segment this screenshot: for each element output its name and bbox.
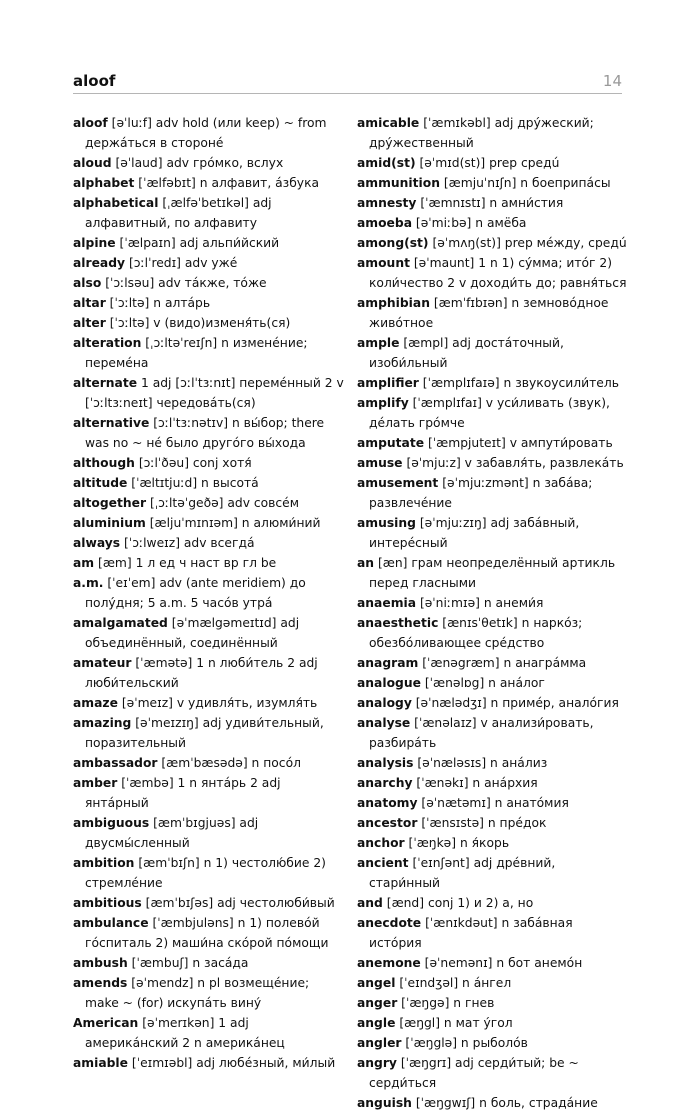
dictionary-entry: [73, 173, 345, 193]
entry-definition: [ˈeɪnʃənt] adj дрéвний, стари́нный: [369, 856, 556, 890]
entry-headword: alteration: [73, 336, 142, 350]
entry-definition: [ˈeɪndʒəl] n áнгел: [395, 976, 512, 990]
entry-definition: [æmˈfɪbɪən] n земновóдное живóтное: [369, 296, 609, 330]
running-head-word: aloof: [73, 72, 116, 90]
dictionary-entry: [73, 373, 345, 413]
entry-headword: alphabetical: [73, 196, 159, 210]
dictionary-entry: [357, 173, 629, 193]
entry-headword: amicable: [357, 116, 420, 130]
entry-headword: amber: [73, 776, 118, 790]
entry-definition: [ɔːlˈredɪ] adv ужé: [125, 256, 238, 270]
dictionary-entry: [357, 453, 629, 473]
entry-definition: [əˈmendz] n pl возмещéние; make ~ (for) искупáть вину́: [85, 976, 310, 1010]
entry-headword: ambassador: [73, 756, 158, 770]
entry-headword: anaesthetic: [357, 616, 439, 630]
dictionary-entry: [73, 913, 345, 953]
entry-headword: anaemia: [357, 596, 417, 610]
entry-headword: altitude: [73, 476, 128, 490]
dictionary-entry: [73, 513, 345, 533]
dictionary-entry: [357, 913, 629, 953]
dictionary-entry: [357, 1093, 629, 1113]
entry-definition: [ˌælfəˈbetɪkəl] adj алфавитный, по алфавиту: [85, 196, 272, 230]
entry-headword: ambition: [73, 856, 135, 870]
entry-definition: [əˈmælgəmeɪtɪd] adj объединённый, соединённый: [85, 616, 300, 650]
entry-definition: [əˈmiːbə] n амёба: [412, 216, 527, 230]
entry-definition: [ˈælfəbɪt] n алфавит, áзбука: [134, 176, 320, 190]
entry-definition: [ˈæmbə] 1 n янтáрь 2 adj янтáрный: [85, 776, 281, 810]
entry-definition: [əˈmjuːzmənt] n забáва; развлечéние: [369, 476, 593, 510]
entry-definition: [ˈeɪˈem] adv (ante meridiem) до полýдня; 5 a.m. 5 часóв утрá: [85, 576, 306, 610]
entry-headword: American: [73, 1016, 139, 1030]
entry-headword: analogy: [357, 696, 412, 710]
entry-headword: anatomy: [357, 796, 418, 810]
entry-definition: [əˈnætəmɪ] n анатóмия: [417, 796, 569, 810]
dictionary-entry: [73, 653, 345, 693]
dictionary-entry: [73, 453, 345, 473]
left-column: [73, 113, 345, 1073]
entry-definition: [ˈæŋglə] n рыболóв: [401, 1036, 528, 1050]
dictionary-entry: [357, 953, 629, 973]
dictionary-entry: [357, 1013, 629, 1033]
entry-headword: anguish: [357, 1096, 412, 1110]
entry-headword: amid(st): [357, 156, 416, 170]
entry-definition: [ˈænəgræm] n анагрáмма: [418, 656, 587, 670]
entry-headword: among(st): [357, 236, 429, 250]
entry-headword: amazing: [73, 716, 132, 730]
entry-headword: ancestor: [357, 816, 418, 830]
entry-headword: anecdote: [357, 916, 422, 930]
dictionary-entry: [73, 273, 345, 293]
entry-definition: [æmpl] adj достáточный, изоби́льный: [369, 336, 564, 370]
entry-definition: [əˈmaunt] 1 n 1) сýмма; итóг 2) коли́чество 2 v доходи́ть до; равня́ться: [369, 256, 627, 290]
entry-headword: already: [73, 256, 126, 270]
entry-definition: [əˈmjuːzɪŋ] adj забáвный, интерéсный: [369, 516, 580, 550]
dictionary-entry: [357, 193, 629, 213]
dictionary-entry: [357, 433, 629, 453]
dictionary-entry: [73, 333, 345, 373]
entry-definition: [ˈæŋgwɪʃ] n боль, страдáние: [411, 1096, 598, 1110]
entry-definition: [ænɪsˈθetɪk] n наркóз; обезбóливающее срéдство: [369, 616, 583, 650]
entry-headword: ammunition: [357, 176, 440, 190]
entry-headword: anemone: [357, 956, 421, 970]
dictionary-entry: [357, 593, 629, 613]
dictionary-entry: [357, 513, 629, 553]
dictionary-entry: [357, 753, 629, 773]
entry-headword: an: [357, 556, 375, 570]
dictionary-entry: [73, 773, 345, 813]
entry-headword: alter: [73, 316, 106, 330]
dictionary-entry: [73, 713, 345, 753]
entry-headword: amuse: [357, 456, 403, 470]
page-number: 14: [602, 72, 622, 90]
entry-definition: [əˈniːmɪə] n анеми́я: [416, 596, 544, 610]
entry-definition: [ˈælpaɪn] adj альпи́йский: [115, 236, 280, 250]
entry-definition: [ˈæmɪkəbl] adj дрýжеский; дрýжественный: [369, 116, 594, 150]
entry-headword: angry: [357, 1056, 397, 1070]
entry-definition: [əˈmʌŋ(st)] prep мéжду, средú: [428, 236, 627, 250]
entry-definition: [əˈmjuːz] v забавля́ть, развлекáть: [402, 456, 624, 470]
entry-headword: ambitious: [73, 896, 142, 910]
entry-definition: [ˈænəlɒg] n анáлог: [420, 676, 545, 690]
entry-headword: always: [73, 536, 121, 550]
dictionary-entry: [73, 473, 345, 493]
entry-definition: [æŋgl] n мат ýгол: [395, 1016, 513, 1030]
dictionary-entry: [357, 673, 629, 693]
entry-definition: [əˈmeɪz] v удивля́ть, изумля́ть: [117, 696, 318, 710]
dictionary-entry: [73, 853, 345, 893]
dictionary-entry: [73, 533, 345, 553]
dictionary-entry: [73, 953, 345, 973]
dictionary-entry: [73, 153, 345, 173]
entry-definition: [ˈæmətə] 1 n люби́тель 2 adj люби́тельский: [85, 656, 318, 690]
entry-headword: aloof: [73, 116, 108, 130]
entry-definition: [əˈmɪd(st)] prep средú: [415, 156, 560, 170]
dictionary-entry: [357, 393, 629, 433]
entry-headword: ancient: [357, 856, 409, 870]
entry-definition: [ɔːlˈðəu] conj хотя́: [134, 456, 252, 470]
dictionary-entry: [73, 193, 345, 233]
dictionary-entry: [73, 813, 345, 853]
entry-definition: [ænd] conj 1) и 2) а, но: [382, 896, 534, 910]
entry-headword: amends: [73, 976, 128, 990]
dictionary-entry: [73, 413, 345, 453]
dictionary-entry: [73, 293, 345, 313]
entry-headword: ambulance: [73, 916, 149, 930]
entry-headword: amoeba: [357, 216, 412, 230]
entry-headword: alpine: [73, 236, 116, 250]
entry-headword: angle: [357, 1016, 396, 1030]
entry-definition: [ˈæmplɪfaɪ] v уси́ливать (звук), дéлать грóмче: [369, 396, 610, 430]
entry-definition: [ˈæmbjuləns] n 1) полевóй гóспиталь 2) маши́на скóрой пóмощи: [85, 916, 329, 950]
dictionary-entry: [73, 233, 345, 253]
entry-headword: also: [73, 276, 102, 290]
dictionary-entry: [357, 793, 629, 813]
dictionary-entry: [73, 1013, 345, 1053]
entry-headword: alternate: [73, 376, 138, 390]
entry-definition: [æmˈbɪʃn] n 1) честолю́бие 2) стремлéние: [85, 856, 326, 890]
dictionary-entry: [73, 893, 345, 913]
header-rule: [73, 93, 622, 94]
entry-headword: amplifier: [357, 376, 419, 390]
entry-headword: altar: [73, 296, 106, 310]
entry-headword: ambush: [73, 956, 128, 970]
dictionary-entry: [73, 1053, 345, 1073]
right-column: [357, 113, 629, 1113]
entry-headword: analyse: [357, 716, 411, 730]
entry-headword: amusing: [357, 516, 416, 530]
entry-definition: [ˈænɪkdəut] n забáвная истóрия: [369, 916, 573, 950]
entry-headword: ample: [357, 336, 400, 350]
entry-headword: although: [73, 456, 135, 470]
dictionary-entry: [357, 853, 629, 893]
entry-definition: [ˈæltɪtjuːd] n высотá: [127, 476, 259, 490]
entry-definition: [ˈɔːlsəu] adv тáкже, тóже: [101, 276, 267, 290]
entry-definition: [əˈlaud] adv грóмко, вслух: [111, 156, 284, 170]
entry-definition: [ˈæŋgə] n гнев: [397, 996, 495, 1010]
entry-definition: [əˈnælədʒɪ] n примéр, аналóгия: [411, 696, 619, 710]
dictionary-entry: [73, 573, 345, 613]
entry-headword: analysis: [357, 756, 414, 770]
entry-definition: [ɔːlˈtɜːnətɪv] n вы́бор; there was no ~ нé было другóго вы́хода: [85, 416, 325, 450]
dictionary-entry: [73, 693, 345, 713]
entry-headword: angel: [357, 976, 396, 990]
entry-headword: aluminium: [73, 516, 146, 530]
entry-definition: [ˈæŋkə] n я́корь: [404, 836, 510, 850]
entry-definition: [ˈæŋgrɪ] adj серди́тый; be ~ серди́ться: [369, 1056, 579, 1090]
entry-headword: altogether: [73, 496, 147, 510]
entry-definition: [ˌɔːltəˈreɪʃn] n изменéние; перемéна: [85, 336, 308, 370]
entry-headword: anger: [357, 996, 398, 1010]
dictionary-entry: [357, 233, 629, 253]
entry-headword: ambiguous: [73, 816, 150, 830]
entry-definition: [ˈɔːltə] v (видо)изменя́ть(ся): [105, 316, 291, 330]
dictionary-entry: [357, 373, 629, 393]
entry-definition: [ˈɔːltə] n алтáрь: [105, 296, 211, 310]
dictionary-entry: [357, 113, 629, 153]
entry-headword: anarchy: [357, 776, 413, 790]
dictionary-entry: [357, 293, 629, 333]
dictionary-entry: [73, 973, 345, 1013]
entry-definition: 1 adj [ɔːlˈtɜːnɪt] перемéнный 2 v [ˈɔːltɜːneɪt] чередовáть(ся): [85, 376, 344, 410]
entry-headword: alphabet: [73, 176, 135, 190]
entry-headword: a.m.: [73, 576, 104, 590]
dictionary-entry: [73, 553, 345, 573]
dictionary-entry: [73, 253, 345, 273]
entry-definition: [ˈænəkɪ] n анáрхия: [412, 776, 538, 790]
entry-headword: amount: [357, 256, 410, 270]
entry-headword: anchor: [357, 836, 405, 850]
entry-headword: analogue: [357, 676, 421, 690]
dictionary-entry: [357, 213, 629, 233]
entry-headword: amiable: [73, 1056, 128, 1070]
dictionary-entry: [357, 973, 629, 993]
entry-definition: [æmˈbɪgjuəs] adj двусмы́сленный: [85, 816, 259, 850]
page-header: [73, 72, 622, 92]
entry-definition: [æmˈbɪʃəs] adj честолюби́вый: [141, 896, 335, 910]
dictionary-entry: [357, 613, 629, 653]
entry-definition: [ˈeɪmɪəbl] adj любéзный, ми́лый: [127, 1056, 336, 1070]
dictionary-entry: [357, 893, 629, 913]
entry-definition: [æljuˈmɪnɪəm] n алюми́ний: [145, 516, 321, 530]
entry-definition: [əˈnemənɪ] n бот анемóн: [420, 956, 583, 970]
dictionary-entry: [357, 713, 629, 753]
dictionary-entry: [357, 553, 629, 593]
entry-definition: [ˈænsɪstə] n прéдок: [417, 816, 547, 830]
dictionary-entry: [357, 473, 629, 513]
entry-headword: amplify: [357, 396, 409, 410]
dictionary-entry: [73, 113, 345, 153]
entry-headword: amateur: [73, 656, 132, 670]
entry-definition: [æm] 1 л ед ч наст вр гл be: [94, 556, 277, 570]
dictionary-entry: [357, 253, 629, 293]
dictionary-entry: [357, 693, 629, 713]
dictionary-entry: [73, 613, 345, 653]
entry-definition: [ˈænəlaɪz] v анализи́ровать, разбирáть: [369, 716, 594, 750]
dictionary-entry: [357, 813, 629, 833]
dictionary-entry: [357, 333, 629, 373]
entry-headword: amusement: [357, 476, 439, 490]
dictionary-entry: [73, 753, 345, 773]
entry-headword: amphibian: [357, 296, 430, 310]
entry-headword: amaze: [73, 696, 118, 710]
entry-definition: [ˈæmbuʃ] n засáда: [127, 956, 249, 970]
dictionary-entry: [357, 1033, 629, 1053]
dictionary-entry: [357, 993, 629, 1013]
entry-headword: angler: [357, 1036, 402, 1050]
dictionary-entry: [357, 653, 629, 673]
entry-definition: [ˌɔːltəˈgeðə] adv совсéм: [146, 496, 300, 510]
entry-definition: [əˈnæləsɪs] n анáлиз: [413, 756, 548, 770]
entry-definition: [ˈæmpjuteɪt] v ампути́ровать: [424, 436, 613, 450]
entry-headword: aloud: [73, 156, 112, 170]
entry-definition: [ˈæmnɪstɪ] n амни́стия: [416, 196, 564, 210]
entry-headword: am: [73, 556, 95, 570]
entry-headword: amputate: [357, 436, 425, 450]
dictionary-entry: [357, 1053, 629, 1093]
dictionary-entry: [357, 773, 629, 793]
entry-headword: anagram: [357, 656, 419, 670]
entry-headword: amalgamated: [73, 616, 168, 630]
entry-headword: and: [357, 896, 383, 910]
dictionary-entry: [73, 493, 345, 513]
entry-definition: [əˈmeɪzɪŋ] adj удиви́тельный, поразительный: [85, 716, 324, 750]
dictionary-entry: [357, 833, 629, 853]
entry-definition: [ˈæmplɪfaɪə] n звукоусили́тель: [418, 376, 619, 390]
entry-headword: amnesty: [357, 196, 417, 210]
dictionary-entry: [357, 153, 629, 173]
entry-definition: [æmjuˈnɪʃn] n боеприпáсы: [439, 176, 611, 190]
entry-definition: [æmˈbæsədə] n посóл: [157, 756, 301, 770]
entry-definition: [ˈɔːlweɪz] adv всегдá: [120, 536, 255, 550]
entry-definition: [əˈluːf] adv hold (или keep) ~ from держáться в сторонé: [85, 116, 327, 150]
entry-definition: [æn] грам неопределённый артикль перед гласными: [369, 556, 616, 590]
entry-headword: alternative: [73, 416, 150, 430]
entry-definition: [əˈmerɪkən] 1 adj америкáнский 2 n америкáнец: [85, 1016, 285, 1050]
dictionary-entry: [73, 313, 345, 333]
